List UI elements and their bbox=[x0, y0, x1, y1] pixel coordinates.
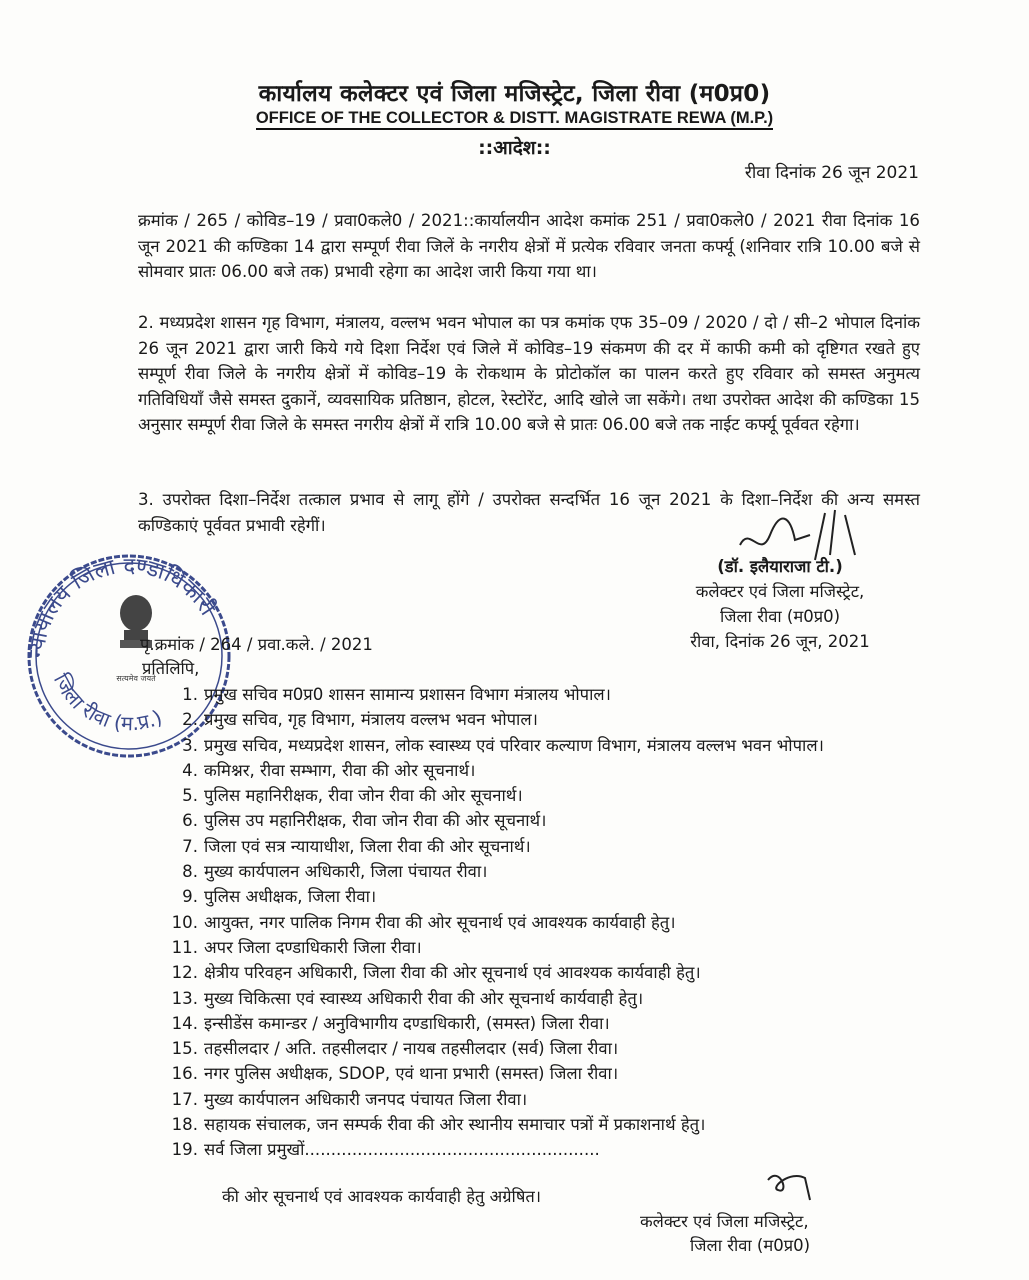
recipient-number: 6. bbox=[182, 811, 198, 831]
recipient-number: 13. bbox=[171, 988, 198, 1008]
recipient-number: 12. bbox=[171, 963, 198, 983]
recipient-text: पुलिस अधीक्षक, जिला रीवा। bbox=[204, 887, 377, 907]
recipient-text: प्रमुख सचिव म0प्र0 शासन सामान्य प्रशासन विभाग मंत्रालय भोपाल। bbox=[204, 685, 611, 704]
endorsement-reference: पृ.क्रमांक / 264 / प्रवा.कले. / 2021 bbox=[140, 635, 373, 654]
order-date: रीवा दिनांक 26 जून 2021 bbox=[744, 163, 919, 183]
recipient-item bbox=[168, 808, 928, 833]
recipient-text: इन्सीडेंस कमान्डर / अनुविभागीय दण्डाधिकारी, (समस्त) जिला रीवा। bbox=[204, 1013, 610, 1033]
recipient-number: 9. bbox=[182, 887, 198, 907]
recipient-number: 10. bbox=[171, 912, 198, 932]
paragraph-1: क्रमांक / 265 / कोविड–19 / प्रवा0कले0 / 2021::कार्यालयीन आदेश कमांक 251 / प्रवा0कले0 / 2021 रीवा दिनांक 16 जून 2021 की कण्डिका 14 द्वारा सम्पूर्ण रीवा जिलें के नगरीय क्षेत्रों में प्रत्येक रविवार जनता कर्फ्यू (शनिवार रात्रि 10.00 बजे से सोमवार प्रातः 06.00 बजे तक) प्रभावी रहेगा का आदेश जारी किया गया था। bbox=[138, 211, 920, 282]
recipient-item bbox=[168, 986, 928, 1011]
recipient-item bbox=[168, 733, 928, 758]
recipient-item bbox=[168, 884, 928, 909]
recipient-number: 11. bbox=[171, 937, 198, 957]
recipient-number: 18. bbox=[171, 1115, 198, 1135]
office-title-english: OFFICE OF THE COLLECTOR & DISTT. MAGISTRATE REWA (M.P.) bbox=[0, 109, 1029, 128]
signatory-block bbox=[640, 554, 920, 654]
seal-bottom-text: जिला रीवा (म.प्र.) bbox=[48, 669, 166, 736]
recipient-number: 2. bbox=[182, 710, 198, 730]
recipient-item bbox=[168, 935, 928, 960]
signatory-name: (डॉ. इलैयाराजा टी.) bbox=[717, 557, 843, 576]
recipient-text: पुलिस महानिरीक्षक, रीवा जोन रीवा की ओर सूचनार्थ। bbox=[204, 786, 523, 806]
recipient-number: 14. bbox=[171, 1013, 198, 1033]
signatory-date: रीवा, दिनांक 26 जून, 2021 bbox=[690, 632, 870, 651]
recipient-text: आयुक्त, नगर पालिक निगम रीवा की ओर सूचनार्थ एवं आवश्यक कार्यवाही हेतु। bbox=[204, 912, 676, 932]
bottom-handwritten-signature bbox=[760, 1160, 820, 1205]
paragraph-3: 3. उपरोक्त दिशा–निर्देश तत्काल प्रभाव से लागू होंगे / उपरोक्त सन्दर्भित 16 जून 2021 के दिशा–निर्देश की अन्य समस्त कण्डिकाएं पूर्ववत प्रभावी रहेगीं। bbox=[138, 490, 920, 535]
recipient-item bbox=[168, 682, 928, 707]
recipient-item bbox=[168, 783, 928, 808]
recipient-item bbox=[168, 834, 928, 859]
recipient-item bbox=[168, 1011, 928, 1036]
recipient-text: कमिश्नर, रीवा सम्भाग, रीवा की ओर सूचनार्थ। bbox=[204, 760, 476, 780]
recipient-number: 7. bbox=[182, 836, 198, 856]
recipient-number: 4. bbox=[182, 760, 198, 780]
recipient-item bbox=[168, 910, 928, 935]
recipient-number: 5. bbox=[182, 786, 198, 806]
recipient-number: 3. bbox=[182, 735, 198, 755]
bottom-signatory-designation: कलेक्टर एवं जिला मजिस्ट्रेट, bbox=[640, 1212, 809, 1231]
emblem-caption: सत्यमेव जयते bbox=[116, 674, 156, 683]
seal-top-text: न्यायालय जिला दण्डाधिकारी bbox=[24, 553, 220, 659]
recipient-item bbox=[168, 707, 928, 732]
bottom-signatory-district: जिला रीवा (म0प्र0) bbox=[690, 1236, 811, 1255]
recipient-text: तहसीलदार / अति. तहसीलदार / नायब तहसीलदार (सर्व) जिला रीवा। bbox=[204, 1039, 619, 1059]
copy-label: प्रतिलिपि, bbox=[142, 659, 200, 678]
recipient-item bbox=[168, 859, 928, 884]
recipient-text: पुलिस उप महानिरीक्षक, रीवा जोन रीवा की ओर सूचनार्थ। bbox=[204, 811, 547, 831]
recipient-text: नगर पुलिस अधीक्षक, SDOP, एवं थाना प्रभारी (समस्त) जिला रीवा। bbox=[204, 1064, 619, 1084]
signatory-designation: कलेक्टर एवं जिला मजिस्ट्रेट, bbox=[695, 582, 865, 601]
recipient-text: सर्व जिला प्रमुखों........................................................ bbox=[204, 1140, 600, 1160]
recipient-text: मुख्य चिकित्सा एवं स्वास्थ्य अधिकारी रीवा की ओर सूचनार्थ कार्यवाही हेतु। bbox=[204, 988, 644, 1008]
recipient-text: क्षेत्रीय परिवहन अधिकारी, जिला रीवा की ओर सूचनार्थ एवं आवश्यक कार्यवाही हेतु। bbox=[204, 963, 701, 983]
recipient-number: 15. bbox=[171, 1039, 198, 1059]
recipient-item bbox=[168, 758, 928, 783]
recipient-text: प्रमुख सचिव, मध्यप्रदेश शासन, लोक स्वास्थ्य एवं परिवार कल्याण विभाग, मंत्रालय वल्लभ भवन भोपाल। bbox=[204, 735, 824, 755]
bottom-signatory bbox=[640, 1210, 810, 1258]
signatory-district: जिला रीवा (म0प्र0) bbox=[719, 607, 841, 626]
recipient-text: जिला एवं सत्र न्यायाधीश, जिला रीवा की ओर सूचनार्थ। bbox=[204, 836, 531, 856]
recipient-item bbox=[168, 1061, 928, 1086]
office-title-hindi: कार्यालय कलेक्टर एवं जिला मजिस्ट्रेट, जिला रीवा (म0प्र0) bbox=[258, 81, 771, 107]
recipient-text: प्रमुख सचिव, गृह विभाग, मंत्रालय वल्लभ भवन भोपाल। bbox=[204, 710, 538, 730]
recipient-item bbox=[168, 960, 928, 985]
recipient-number: 17. bbox=[171, 1089, 198, 1109]
recipient-number: 19. bbox=[171, 1140, 198, 1160]
recipient-text: अपर जिला दण्डाधिकारी जिला रीवा। bbox=[204, 937, 422, 957]
paragraph-2: 2. मध्यप्रदेश शासन गृह विभाग, मंत्रालय, वल्लभ भवन भोपाल का पत्र कमांक एफ 35–09 / 2020 / दो / सी–2 भोपाल दिनांक 26 जून 2021 द्वारा जारी किये गये दिशा निर्देश एवं जिले में कोविड–19 संकमण की दर में काफी कमी को दृष्टिगत रखते हुए सम्पूर्ण रीवा जिले के नगरीय क्षेत्रों में कोविड–19 के रोकथाम के प्रोटोकॉल का पालन करते हुए रविवार को समस्त अनुमत्य गतिविधियाँ जैसे समस्त दुकानें, व्यवसायिक प्रतिष्ठान, होटल, रेस्टोरेंट, आदि खोले जा सकेंगे। तथा उपरोक्त आदेश की कण्डिका 15 अनुसार सम्पूर्ण रीवा जिले के समस्त नगरीय क्षेत्रों में रात्रि 10.00 बजे से प्रातः 06.00 बजे तक नाईट कर्फ्यू पूर्ववत रहेगा। bbox=[138, 313, 920, 435]
recipient-text: मुख्य कार्यपालन अधिकारी जनपद पंचायत जिला रीवा। bbox=[204, 1089, 528, 1109]
recipient-item bbox=[168, 1137, 928, 1162]
order-title: ::आदेश:: bbox=[478, 137, 551, 159]
recipient-list bbox=[168, 682, 928, 1163]
recipient-text: सहायक संचालक, जन सम्पर्क रीवा की ओर स्थानीय समाचार पत्रों में प्रकाशनार्थ हेतु। bbox=[204, 1115, 706, 1135]
recipient-number: 16. bbox=[171, 1064, 198, 1084]
recipient-item bbox=[168, 1087, 928, 1112]
forward-line: की ओर सूचनार्थ एवं आवश्यक कार्यवाही हेतु अग्रेषित। bbox=[222, 1187, 542, 1206]
recipient-item bbox=[168, 1112, 928, 1137]
recipient-number: 1. bbox=[182, 685, 198, 704]
recipient-item bbox=[168, 1036, 928, 1061]
recipient-text: मुख्य कार्यपालन अधिकारी, जिला पंचायत रीवा। bbox=[204, 862, 488, 882]
recipient-number: 8. bbox=[182, 862, 198, 882]
